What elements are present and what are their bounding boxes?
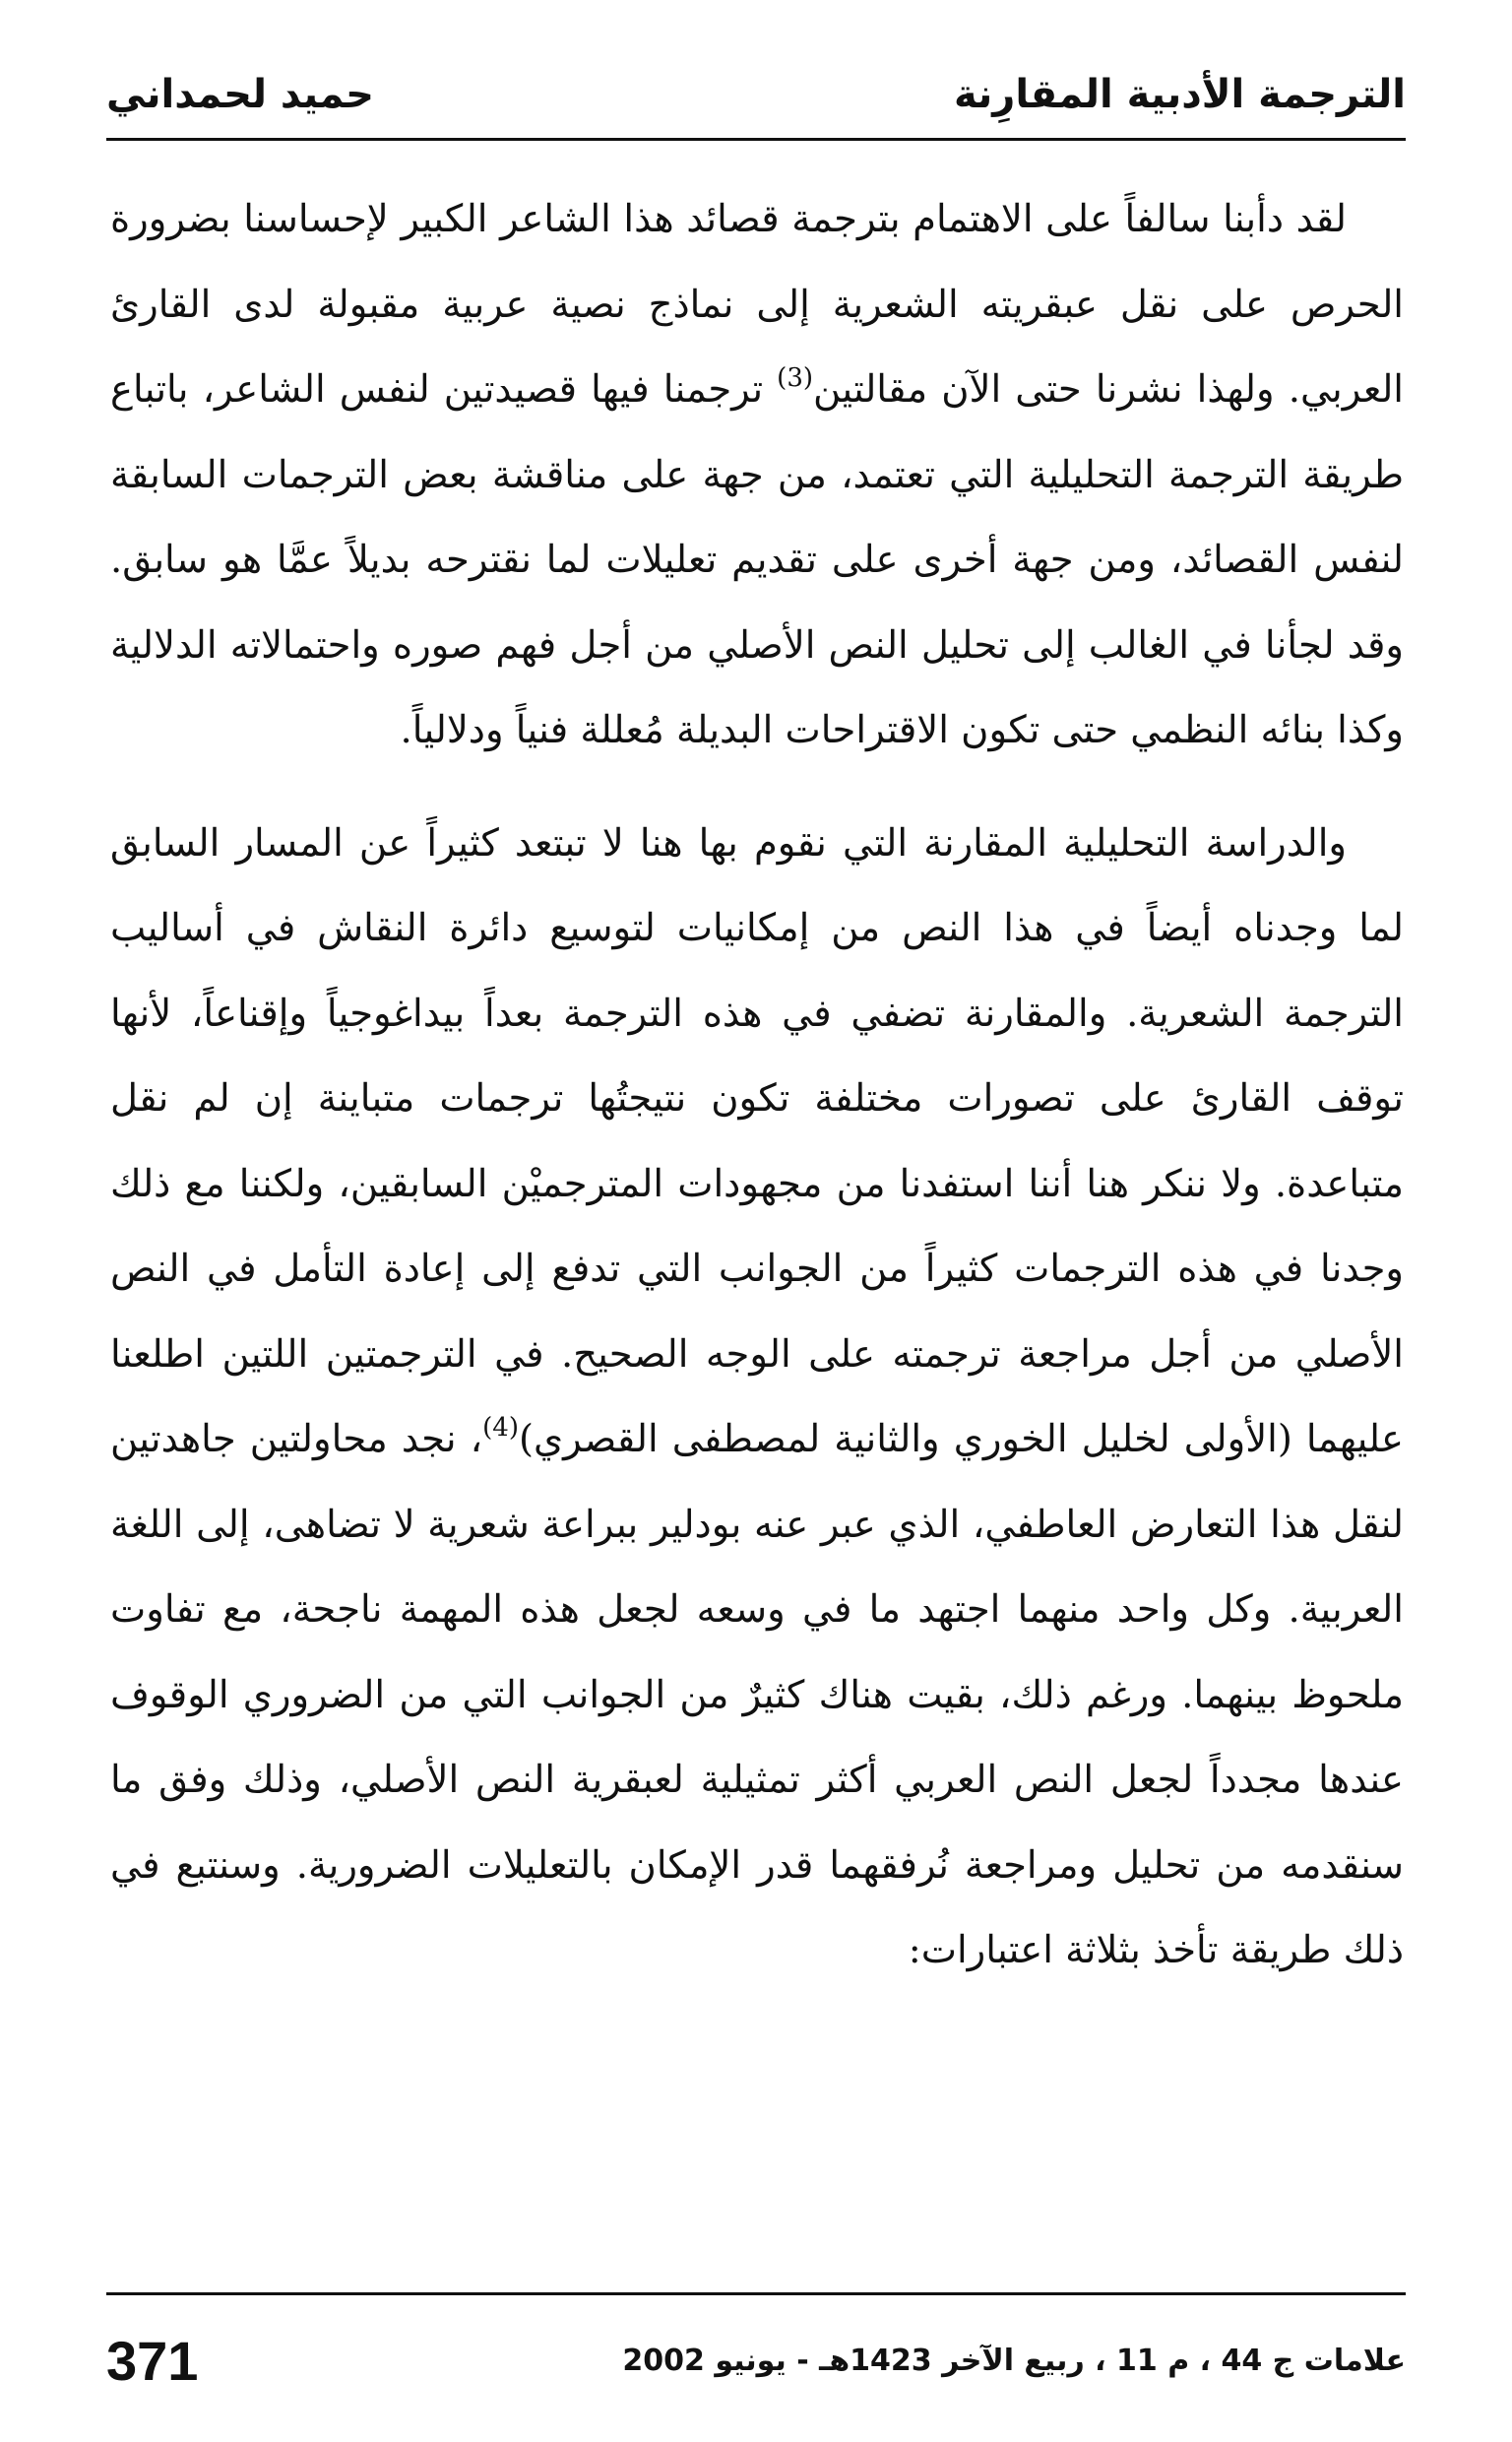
footnote-marker: (3) [777, 363, 814, 393]
running-title: الترجمة الأدبية المقارِنة [954, 72, 1406, 117]
paragraph-text: والدراسة التحليلية المقارنة التي نقوم بها هنا لا تبتعد كثيراً عن المسار السابق لما وجدناه أيضاً في هذا النص من إمكانيات لتوسيع دائرة النقاش في أساليب الترجمة الشعرية. والمقارنة تضفي في هذه الترجمة بعداً بيداغوجياً وإقناعاً، لأنها توقف القارئ على تصورات مختلفة تكون نتيجتُها ترجمات متباينة إن لم نقل متباعدة. ولا ننكر هنا أننا استفدنا من مجهودات المترجميْن السابقين، ولكننا مع ذلك وجدنا في هذه الترجمات كثيراً من الجوانب التي تدفع إلى إعادة التأمل في النص الأصلي من أجل مراجعة ترجمته على الوجه الصحيح. في الترجمتين اللتين اطلعنا عليهما (الأولى لخليل الخوري والثانية لمصطفى القصري) [110, 820, 1405, 1461]
page-number: 371 [106, 2330, 199, 2392]
footnote-marker: (4) [482, 1413, 519, 1443]
footer-rule [106, 2292, 1406, 2295]
page-footer [106, 2319, 1406, 2408]
paragraph [110, 177, 1404, 774]
page-header [106, 57, 1406, 136]
paragraph [110, 802, 1404, 1994]
article-body [110, 177, 1404, 1994]
journal-citation: علامات ج 44 ، م 11 ، ربيع الآخر 1423هـ - يونيو 2002 [622, 2344, 1406, 2378]
paragraph-text: ترجمنا فيها قصيدتين لنفس الشاعر، باتباع طريقة الترجمة التحليلية التي تعتمد، من جهة على مناقشة بعض الترجمات السابقة لنفس القصائد، ومن جهة أخرى على تقديم تعليلات لما نقترحه بديلاً عمَّا هو سابق. وقد لجأنا في الغالب إلى تحليل النص الأصلي من أجل فهم صوره واحتمالاته الدلالية وكذا بنائه النظمي حتى تكون الاقتراحات البديلة مُعللة فنياً ودلالياً. [110, 367, 1404, 752]
paragraph-text: لقد دأبنا سالفاً على الاهتمام بترجمة قصائد هذا الشاعر الكبير لإحساسنا بضرورة الحرص على نقل عبقريته الشعرية إلى نماذج نصية عربية مقبولة لدى القارئ العربي. ولهذا نشرنا حتى الآن مقالتين [110, 197, 1404, 412]
running-author: حميد لحمداني [106, 72, 374, 117]
header-rule [106, 138, 1406, 141]
paragraph-text: ، نجد محاولتين جاهدتين لنقل هذا التعارض العاطفي، الذي عبر عنه بودلير ببراعة شعرية لا تضاهى، إلى اللغة العربية. وكل واحد منهما اجتهد ما في وسعه لجعل هذه المهمة ناجحة، مع تفاوت ملحوظ بينهما. ورغم ذلك، بقيت هناك كثيرٌ من الجوانب التي من الضروري الوقوف عندها مجدداً لجعل النص العربي أكثر تمثيلية لعبقرية النص الأصلي، وذلك وفق ما سنقدمه من تحليل ومراجعة نُرفقهما قدر الإمكان بالتعليلات الضرورية. وسنتبع في ذلك طريقة تأخذ بثلاثة اعتبارات: [110, 1417, 1404, 1972]
